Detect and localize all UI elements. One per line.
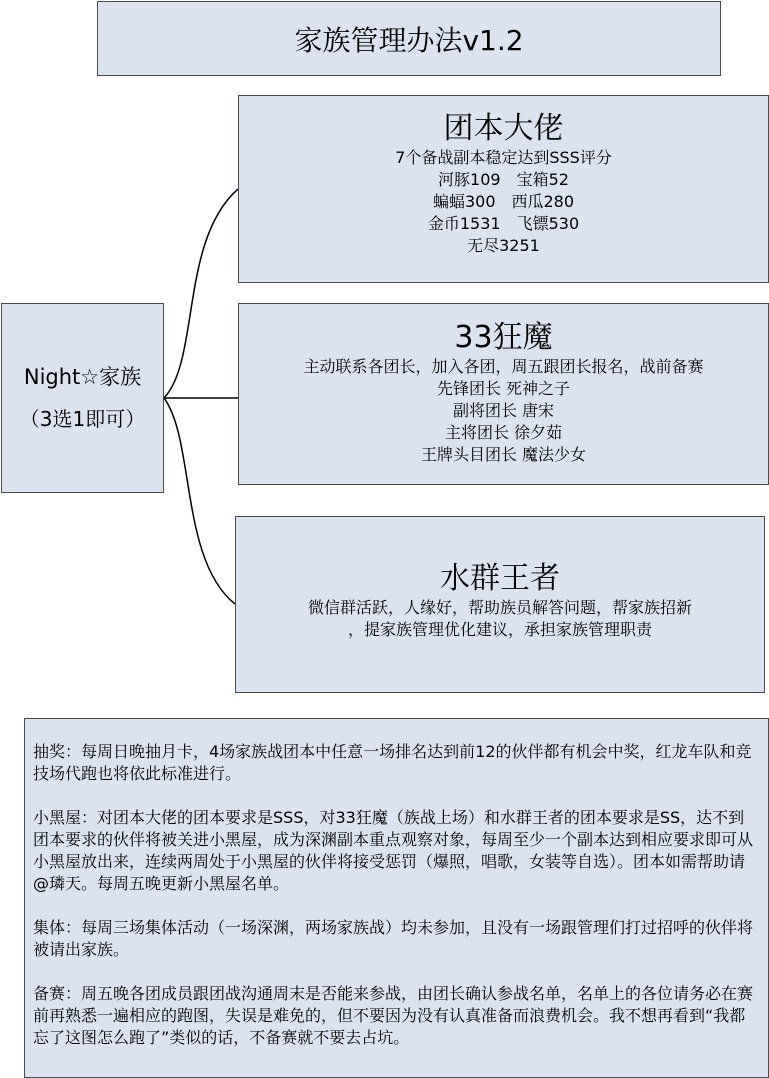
branch-line: 7个备战副本稳定达到SSS评分 [395, 148, 612, 167]
branch-title: 团本大佬 [443, 111, 564, 146]
note-dark-room: 小黑屋：对团本大佬的团本要求是SSS，对33狂魔（族战上场）和水群王者的团本要求是SS，达不到团本要求的伙伴将被关进小黑屋，成为深渊副本重点观察对象，每周至少一个副本达到相应要求即可从小黑屋放出来，连续两周处于小黑屋的伙伴将接受惩罚（爆照，唱歌，女装等自选）。团本如需帮助请@璘天。每周五晚更新小黑屋名单。 [33, 808, 754, 893]
branch-title: 33狂魔 [454, 320, 553, 355]
root-title: Night☆家族 [23, 365, 142, 389]
page-title: 家族管理办法v1.2 [294, 23, 524, 57]
branch-line: 金币1531 飞镖530 [427, 214, 580, 233]
branch-line: 王牌头目团长 魔法少女 [420, 445, 587, 464]
note-lottery: 抽奖：每周日晚抽月卡，4场家族战团本中任意一场排名达到前12的伙伴都有机会中奖，红龙车队和竞技场代跑也将依此标准进行。 [33, 742, 752, 783]
root-subtitle: （3选1即可） [19, 407, 146, 431]
rules-notes-box [24, 718, 769, 1078]
branch-line: 副将团长 唐宋 [452, 401, 555, 420]
branch-line: ，提家族管理优化建议，承担家族管理职责 [347, 620, 652, 639]
branch-line: 先锋团长 死神之子 [436, 379, 571, 398]
branch-line: 蝙蝠300 西瓜280 [432, 192, 575, 211]
branch-line: 主动联系各团长，加入各团，周五跟团长报名，战前备赛 [303, 357, 704, 376]
note-collective: 集体：每周三场集体活动（一场深渊，两场家族战）均未参加，且没有一场跟管理们打过招呼的伙伴将被请出家族。 [33, 918, 754, 959]
branch-node-team-boss [238, 95, 769, 283]
branch-line: 无尽3251 [467, 236, 540, 255]
root-node [1, 303, 164, 493]
note-preparation: 备赛：周五晚各团成员跟团战沟通周末是否能来参战，由团长确认参战名单，名单上的各位请务必在赛前再熟悉一遍相应的跑图，失误是难免的，但不要因为没有认真准备而浪费机会。我不想再看到“我都忘了这图怎么跑了”类似的话，不备赛就不要去占坑。 [33, 984, 754, 1047]
connector-to-branch-3 [164, 398, 235, 604]
branch-node-33-maniac [238, 303, 769, 485]
branch-line: 河豚109 宝箱52 [438, 170, 569, 189]
title-box [97, 1, 721, 76]
branch-node-group-king [235, 516, 765, 693]
branch-line: 主将团长 徐夕茹 [444, 423, 563, 442]
connector-to-branch-1 [164, 189, 238, 398]
branch-title: 水群王者 [440, 561, 560, 596]
branch-line: 微信群活跃，人缘好，帮助族员解答问题，帮家族招新 [307, 598, 692, 617]
